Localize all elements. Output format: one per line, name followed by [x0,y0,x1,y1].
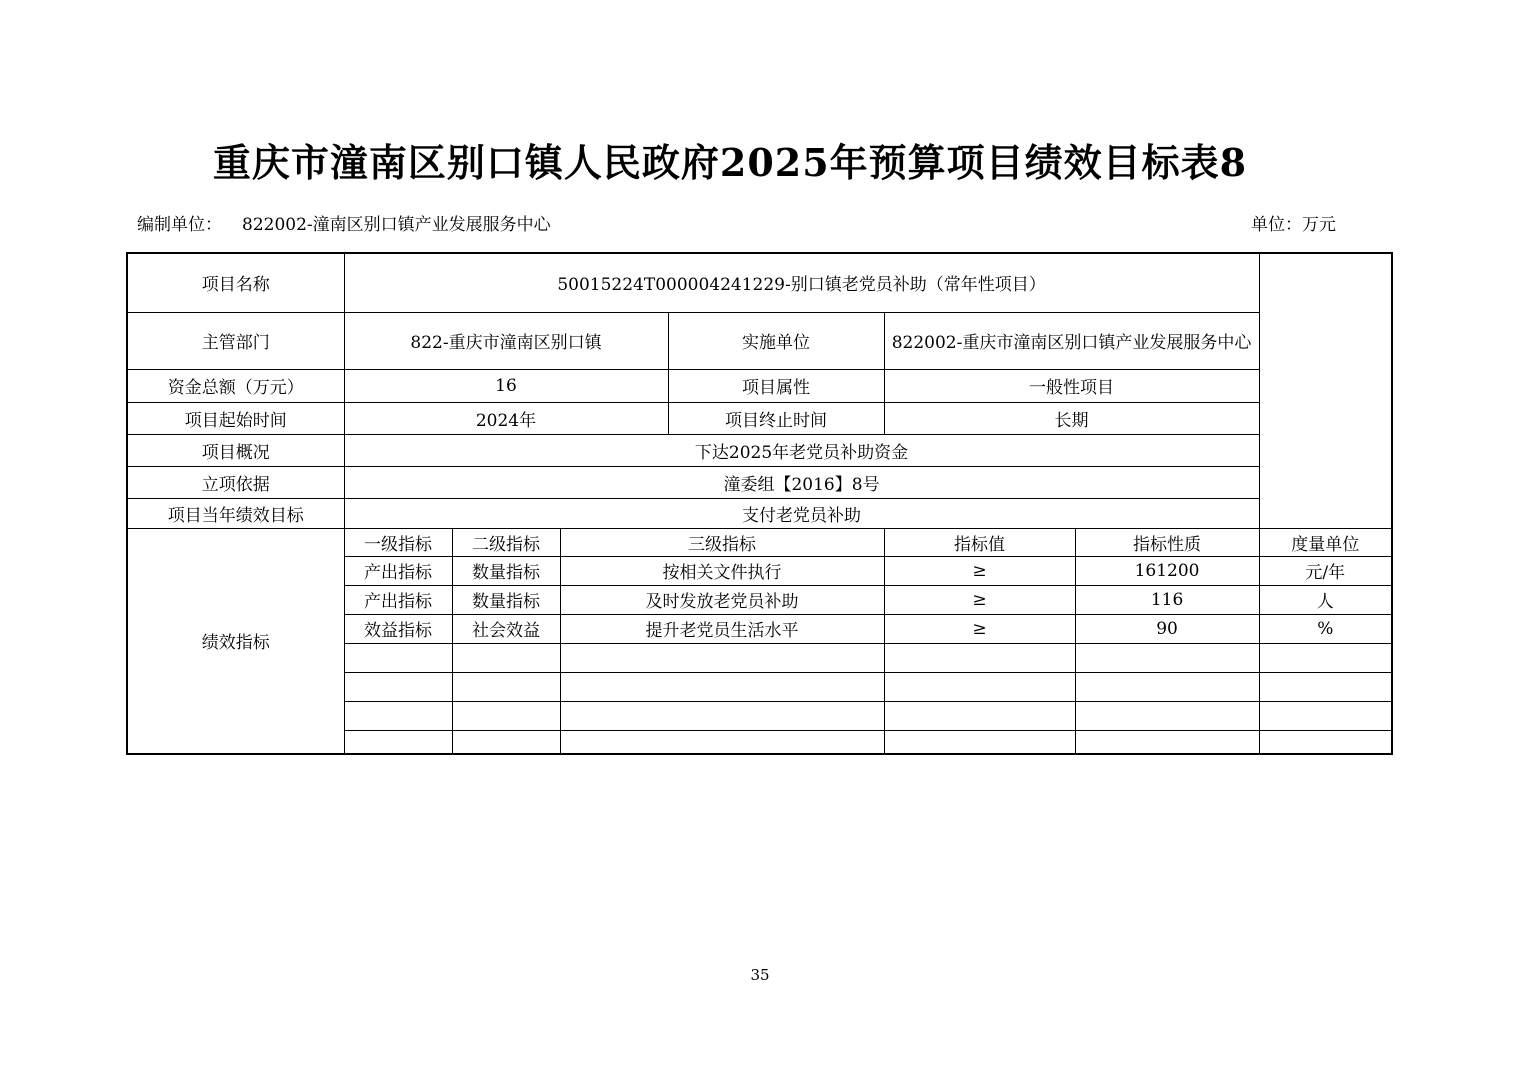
basis-value: 潼委组【2016】8号 [344,466,1259,498]
start-time-label: 项目起始时间 [127,402,344,434]
row3-operator: ≥ [884,614,1075,643]
fund-value: 16 [344,369,668,402]
header-level2: 二级指标 [452,528,560,556]
row-goal [127,498,1392,528]
row-basis [127,466,1392,498]
project-name-label: 项目名称 [127,253,344,312]
header-measure-unit: 度量单位 [1259,528,1392,556]
row2-unit: 人 [1259,585,1392,614]
project-attribute-label: 项目属性 [668,369,884,402]
header-indicator-value: 指标值 [884,528,1075,556]
compiling-unit-value: 822002-潼南区别口镇产业发展服务中心 [242,215,551,235]
row1-value: 161200 [1075,556,1259,585]
implementing-unit-value: 822002-重庆市潼南区别口镇产业发展服务中心 [884,312,1259,369]
header-indicator-nature: 指标性质 [1075,528,1259,556]
compiling-unit [137,210,551,235]
basis-label: 立项依据 [127,466,344,498]
row2-operator: ≥ [884,585,1075,614]
indicators-section-label: 绩效指标 [127,528,344,754]
overview-value: 下达2025年老党员补助资金 [344,434,1259,466]
row2-level2: 数量指标 [452,585,560,614]
performance-table [126,252,1393,755]
end-time-value: 长期 [884,402,1259,434]
header-level3: 三级指标 [560,528,884,556]
row-fund [127,369,1392,402]
annual-goal-label: 项目当年绩效目标 [127,498,344,528]
indicator-header-row [127,528,1392,556]
row2-value: 116 [1075,585,1259,614]
row1-level3: 按相关文件执行 [560,556,884,585]
row1-level2: 数量指标 [452,556,560,585]
start-time-value: 2024年 [344,402,668,434]
row3-level1: 效益指标 [344,614,452,643]
fund-label: 资金总额（万元） [127,369,344,402]
annual-goal-value: 支付老党员补助 [344,498,1259,528]
project-name-value: 50015224T000004241229-别口镇老党员补助（常年性项目） [344,253,1259,312]
department-value: 822-重庆市潼南区别口镇 [344,312,668,369]
row3-level3: 提升老党员生活水平 [560,614,884,643]
row-department [127,312,1392,369]
page-title: 重庆市潼南区别口镇人民政府2025年预算项目绩效目标表8 [212,140,1248,185]
page-number: 35 [750,966,770,984]
project-attribute-value: 一般性项目 [884,369,1259,402]
department-label: 主管部门 [127,312,344,369]
row-project-name [127,253,1392,312]
currency-unit: 单位：万元 [1251,215,1336,235]
row3-value: 90 [1075,614,1259,643]
row1-unit: 元/年 [1259,556,1392,585]
compiling-unit-label: 编制单位： [137,215,222,235]
row3-level2: 社会效益 [452,614,560,643]
row1-level1: 产出指标 [344,556,452,585]
end-time-label: 项目终止时间 [668,402,884,434]
row-overview [127,434,1392,466]
row2-level1: 产出指标 [344,585,452,614]
row3-unit: % [1259,614,1392,643]
overview-label: 项目概况 [127,434,344,466]
row2-level3: 及时发放老党员补助 [560,585,884,614]
row-time [127,402,1392,434]
implementing-unit-label: 实施单位 [668,312,884,369]
header-level1: 一级指标 [344,528,452,556]
row1-operator: ≥ [884,556,1075,585]
